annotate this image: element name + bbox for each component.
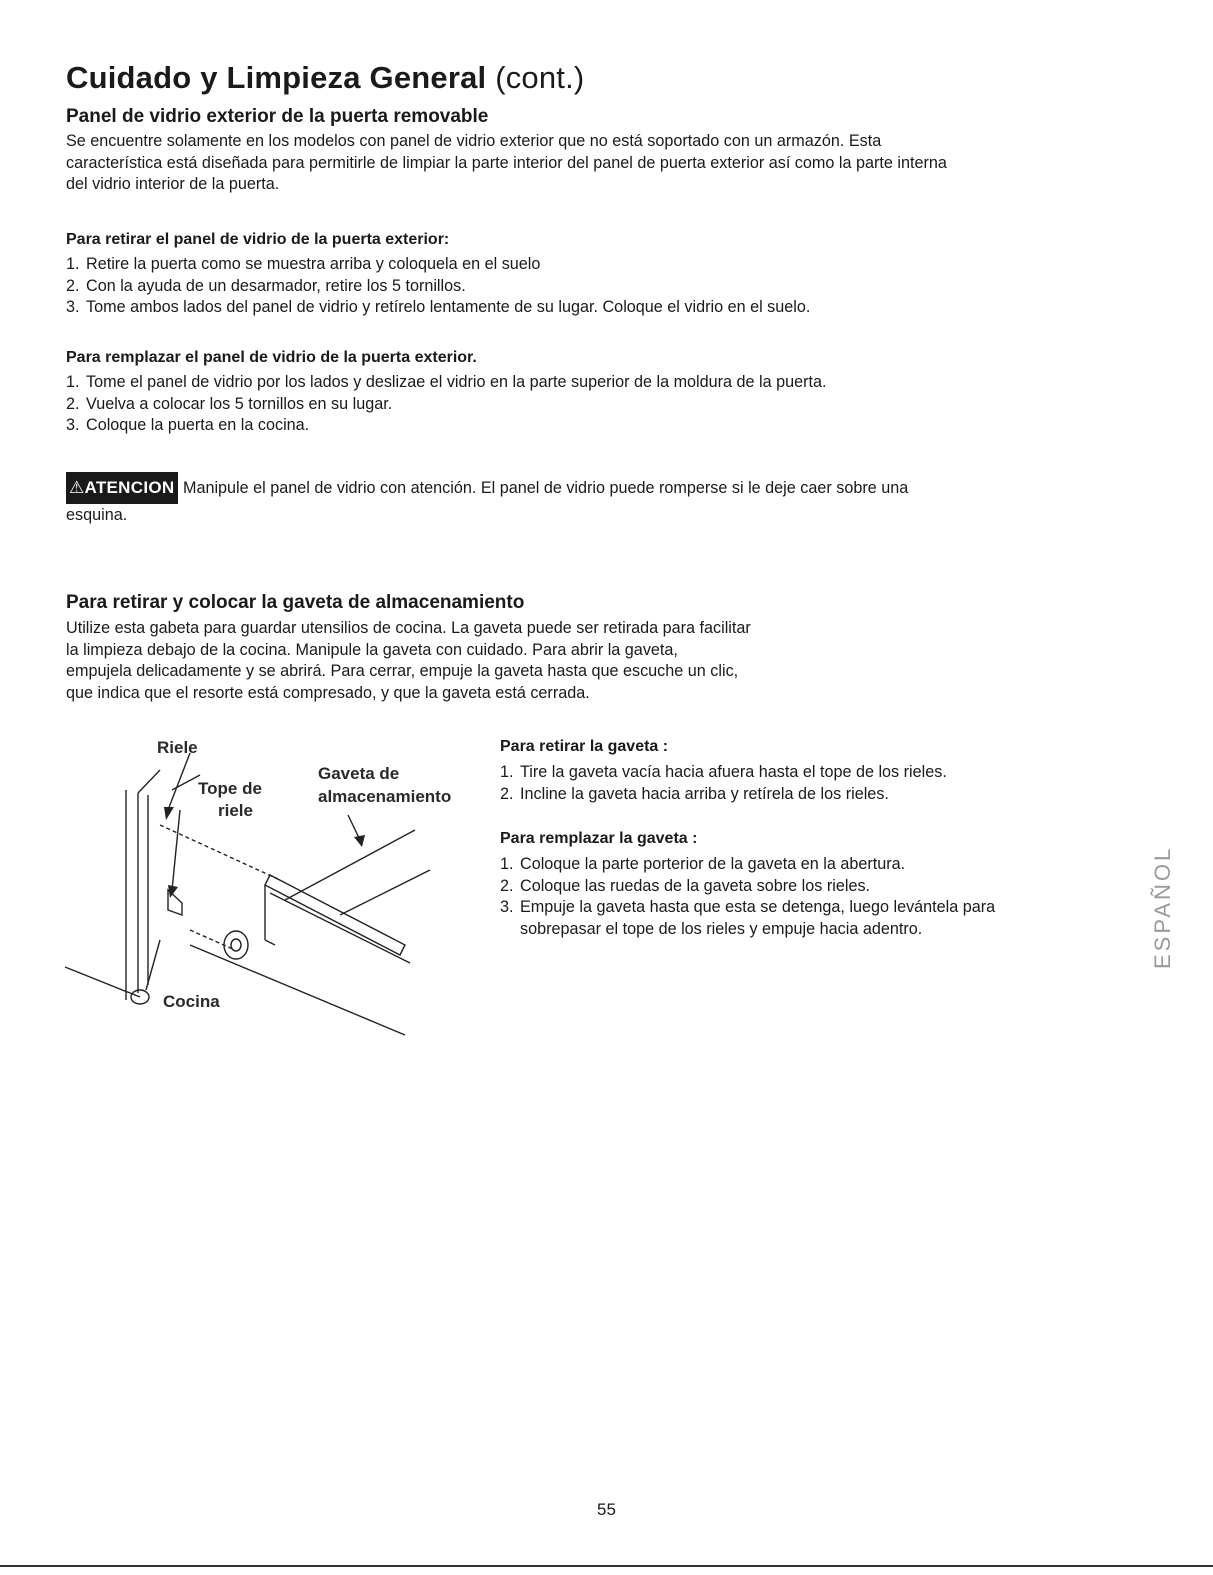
step-text: Con la ayuda de un desarmador, retire los 5 tornillos. (86, 276, 466, 295)
step-text: Retire la puerta como se muestra arriba y coloquela en el suelo (86, 255, 541, 273)
warning-text-cont: esquina. (66, 506, 128, 524)
drawer-side-line (340, 870, 430, 915)
section-heading-drawer: Para retirar y colocar la gaveta de almacenamiento (66, 592, 525, 613)
step-text: Empuje la gaveta hasta que esta se detenga, luego levántela para (520, 898, 996, 916)
label-line: Gaveta de (318, 764, 400, 783)
warning-badge-label: ATENCION (84, 478, 175, 497)
section-heading-glass-panel: Panel de vidrio exterior de la puerta removable (66, 106, 489, 127)
gaveta-arrowhead (354, 835, 365, 847)
language-side-tab: ESPAÑOL (1150, 845, 1175, 969)
list-item (500, 784, 1120, 806)
step-number: 3. (66, 298, 80, 316)
step-number: 2. (500, 876, 514, 895)
subheading-remove-drawer: Para retirar la gaveta : (500, 738, 669, 755)
intro-line: empujela delicadamente y se abrirá. Para cerrar, empuje la gaveta hasta que escuche un clic, (66, 662, 739, 680)
step-number: 3. (66, 416, 80, 434)
intro-line: Se encuentre solamente en los modelos con panel de vidrio exterior que no está soportado con un armazón. Esta (66, 132, 882, 150)
step-text: Tome el panel de vidrio por los lados y deslizae el vidrio en la parte superior de la moldura de la puerta. (86, 373, 827, 391)
floor-line (65, 967, 140, 997)
tope-pointer (172, 775, 200, 790)
page-title (66, 60, 584, 96)
step-text: Tire la gaveta vacía hacia afuera hasta el tope de los rieles. (520, 763, 947, 781)
page-number: 55 (597, 1500, 616, 1519)
page-title-text: Cuidado y Limpieza General (66, 60, 487, 95)
step-number: 1. (66, 373, 80, 391)
step-text: Tome ambos lados del panel de vidrio y retírelo lentamente de su lugar. Coloque el vidrio en el suelo. (86, 298, 811, 316)
label-line: riele (218, 801, 253, 820)
intro-line: característica está diseñada para permitirle de limpiar la parte interior del panel de puerta exterior así como la parte interna (66, 153, 947, 172)
floor-line (190, 945, 405, 1035)
warning-badge (66, 472, 178, 504)
section-intro-drawer (66, 618, 946, 704)
step-text: sobrepasar el tope de los rieles y empuje hacia adentro. (520, 919, 923, 938)
intro-line: del vidrio interior de la puerta. (66, 175, 280, 193)
tope-pointer (172, 810, 180, 890)
intro-line: que indica que el resorte está compresado, y que la gaveta está cerrada. (66, 683, 590, 702)
drawer-side-line (285, 830, 415, 900)
warning-note (66, 472, 1146, 504)
page-title-cont: (cont.) (495, 60, 585, 95)
list-item (500, 897, 1120, 919)
step-number: 2. (66, 394, 80, 413)
drawer-wheel-hub (231, 939, 241, 951)
drawer-bar (265, 875, 405, 955)
subheading-remove-glass: Para retirar el panel de vidrio de la puerta exterior: (66, 231, 450, 248)
rail-line (190, 930, 235, 950)
step-text: Vuelva a colocar los 5 tornillos en su lugar. (86, 394, 393, 413)
list-item (66, 297, 1146, 319)
warning-triangle-icon: ⚠ (69, 478, 85, 497)
label-cocina: Cocina (163, 992, 220, 1011)
label-gaveta (318, 762, 451, 808)
drawer-wheel (224, 931, 248, 959)
label-line: Tope de (198, 779, 262, 798)
step-text: Coloque la puerta en la cocina. (86, 416, 310, 434)
list-item (66, 372, 1146, 394)
steps-replace-glass (66, 372, 1146, 437)
section-intro-glass-panel (66, 131, 1146, 196)
list-item (500, 762, 1120, 784)
label-line: almacenamiento (318, 787, 452, 806)
step-number: 1. (500, 763, 514, 781)
step-text: Incline la gaveta hacia arriba y retírela de los rieles. (520, 784, 889, 803)
subheading-replace-drawer: Para remplazar la gaveta : (500, 830, 698, 847)
bottom-rule (0, 1565, 1213, 1567)
step-number: 2. (500, 784, 514, 803)
step-text: Coloque la parte porterior de la gaveta en la abertura. (520, 855, 906, 873)
steps-replace-drawer (500, 854, 1120, 940)
drawer-bar-line (270, 893, 410, 963)
list-item (66, 254, 1146, 276)
warning-text: Manipule el panel de vidrio con atención. El panel de vidrio puede romperse si le deje caer sobre una (182, 479, 909, 497)
step-number: 1. (500, 855, 514, 873)
tope-arrowhead (168, 885, 178, 898)
list-item (66, 415, 1146, 437)
steps-remove-glass (66, 254, 1146, 319)
list-item (500, 854, 1120, 876)
subheading-replace-glass: Para remplazar el panel de vidrio de la puerta exterior. (66, 349, 477, 366)
step-number (500, 919, 520, 941)
step-number: 1. (66, 255, 80, 273)
label-tope-de-riele (198, 778, 262, 822)
list-item (500, 876, 1120, 898)
list-item (500, 919, 1120, 941)
intro-line: Utilize esta gabeta para guardar utensilios de cocina. La gaveta puede ser retirada para facilitar (66, 619, 751, 637)
riele-arrowhead (164, 807, 174, 820)
step-number: 2. (66, 276, 80, 295)
list-item (66, 394, 1146, 416)
steps-remove-drawer (500, 762, 1120, 805)
list-item (66, 276, 1146, 298)
step-number: 3. (500, 898, 514, 916)
intro-line: la limpieza debajo de la cocina. Manipule la gaveta con cuidado. Para abrir la gaveta, (66, 640, 678, 659)
drawer-front-line (265, 940, 275, 945)
label-riele: Riele (157, 738, 198, 757)
range-wall-line (138, 770, 160, 793)
step-text: Coloque las ruedas de la gaveta sobre los rieles. (520, 876, 871, 895)
